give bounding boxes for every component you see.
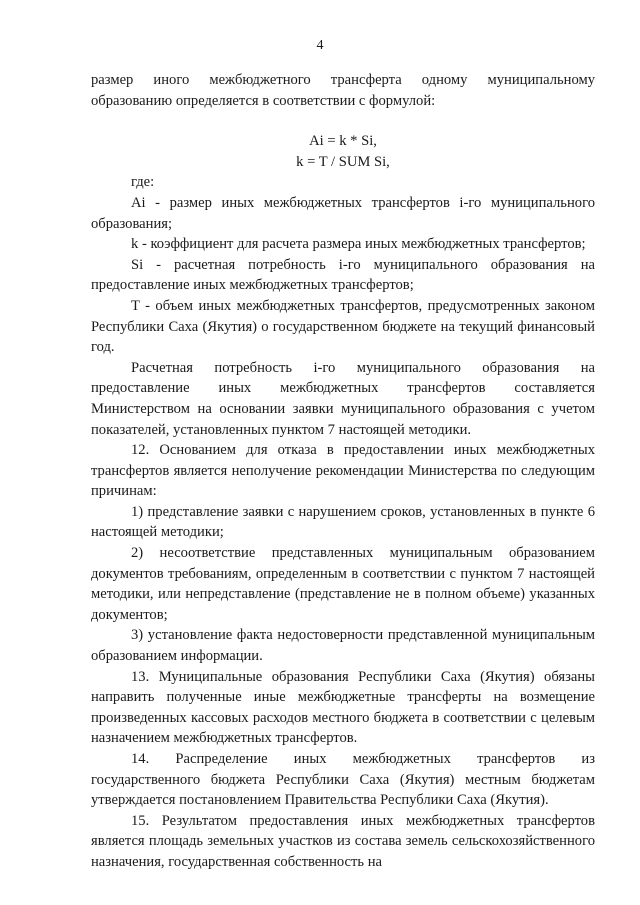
reason-2: 2) несоответствие представленных муниципальным образованием документов требованиям, определенным в соответствии с пунктом 7 настоящей методики, или непредставление (представление не в полном объеме) указанных документов; xyxy=(91,545,595,623)
paragraph-13: 13. Муниципальные образования Республики Саха (Якутия) обязаны направить полученные иные межбюджетные трансферты на возмещение произведенных кассовых расходов местного бюджета в соответствии с целевым назначением межбюджетных трансфертов. xyxy=(91,668,595,747)
formula-line-2: k = T / SUM Si, xyxy=(296,153,390,170)
paragraph-12: 12. Основанием для отказа в предоставлении иных межбюджетных трансфертов является неполучение рекомендации Министерства по следующим причинам: xyxy=(91,442,595,500)
definition-ai: Ai - размер иных межбюджетных трансфертов i-го муниципального образования; xyxy=(91,194,595,232)
reason-3: 3) установление факта недостоверности представленной муниципальным образованием информации. xyxy=(91,627,595,665)
page-number: 4 xyxy=(316,38,324,53)
paragraph-14: 14. Распределение иных межбюджетных трансфертов из государственного бюджета Республики Саха (Якутия) местным бюджетам утверждается постановлением Правительства Республики Саха (Якутия). xyxy=(91,751,595,809)
paragraph-15: 15. Результатом предоставления иных межбюджетных трансфертов является площадь земельных участков из состава земель сельскохозяйственного назначения, государственная собственность на xyxy=(91,812,595,870)
where-label: где: xyxy=(131,174,155,191)
reason-1: 1) представление заявки с нарушением сроков, установленных в пункте 6 настоящей методики; xyxy=(91,503,595,541)
definition-si: Si - расчетная потребность i-го муниципального образования на предоставление иных межбюджетных трансфертов; xyxy=(91,256,595,294)
formula-line-1: Ai = k * Si, xyxy=(309,133,377,150)
definition-t: T - объем иных межбюджетных трансфертов, предусмотренных законом Республики Саха (Якутия) о государственном бюджете на текущий финансовый год. xyxy=(91,297,595,356)
formula-block xyxy=(91,131,595,172)
intro-paragraph: размер иного межбюджетного трансферта одному муниципальному образованию определяется в соответствии с формулой: xyxy=(91,72,595,109)
paragraph-need: Расчетная потребность i-го муниципального образования на предоставление иных межбюджетных трансфертов составляется Министерством на основании заявки муниципального образования с учетом показателей, установленных пунктом 7 настоящей методики. xyxy=(91,359,595,438)
document-body xyxy=(91,70,595,873)
definition-k: k - коэффициент для расчета размера иных межбюджетных трансфертов; xyxy=(131,236,586,253)
